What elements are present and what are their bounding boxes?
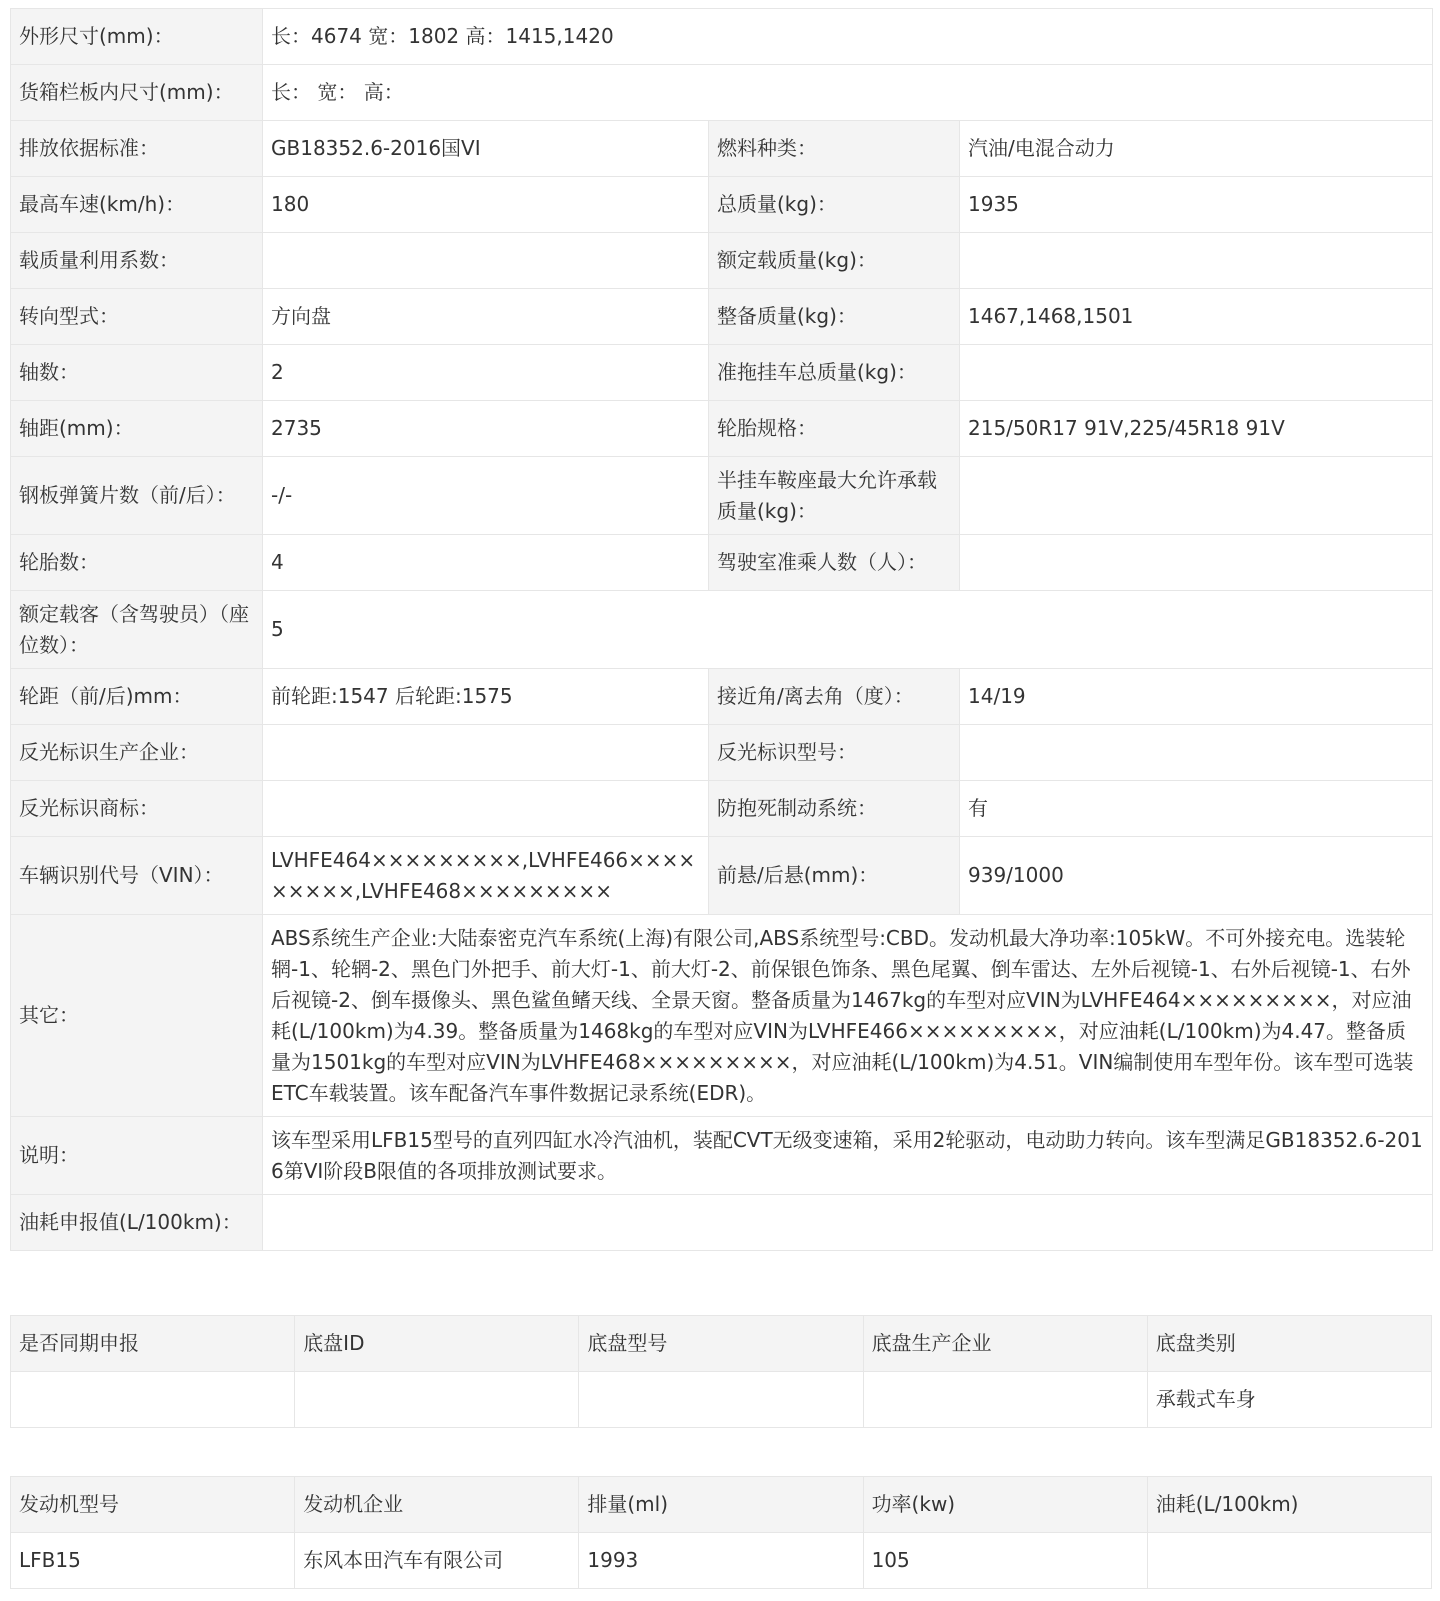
engine-cell: 东风本田汽车有限公司 [295, 1533, 579, 1589]
spec-value: 180 [263, 177, 709, 233]
spec-row-wheelbase [11, 401, 1433, 457]
spec-row-reflective-brand [11, 781, 1433, 837]
chassis-header-cell: 是否同期申报 [11, 1316, 295, 1372]
spec-label: 其它： [11, 915, 263, 1117]
spec-value: 215/50R17 91V,225/45R18 91V [960, 401, 1433, 457]
spec-label: 货箱栏板内尺寸(mm)： [11, 65, 263, 121]
spec-value [960, 725, 1433, 781]
spec-row-emission [11, 121, 1433, 177]
chassis-header-cell: 底盘型号 [579, 1316, 863, 1372]
spec-value: GB18352.6-2016国VI [263, 121, 709, 177]
engine-header-row [11, 1477, 1432, 1533]
engine-cell [1147, 1533, 1431, 1589]
spec-label: 转向型式： [11, 289, 263, 345]
spec-value [960, 535, 1433, 591]
chassis-header-cell: 底盘ID [295, 1316, 579, 1372]
spec-value [263, 1195, 1433, 1251]
spec-value: 该车型采用LFB15型号的直列四缸水冷汽油机，装配CVT无级变速箱，采用2轮驱动，电动助力转向。该车型满足GB18352.6-2016第VI阶段B限值的各项排放测试要求。 [263, 1117, 1433, 1195]
engine-data-row [11, 1533, 1432, 1589]
spec-value: 2735 [263, 401, 709, 457]
spec-label: 油耗申报值(L/100km)： [11, 1195, 263, 1251]
chassis-cell [579, 1372, 863, 1428]
spec-value: -/- [263, 457, 709, 535]
spec-row-other [11, 915, 1433, 1117]
chassis-cell [295, 1372, 579, 1428]
spec-value: 4 [263, 535, 709, 591]
spec-row-reflective-maker [11, 725, 1433, 781]
spec-value: 有 [960, 781, 1433, 837]
spec-value: 长： 宽： 高： [263, 65, 1433, 121]
spec-value: 14/19 [960, 669, 1433, 725]
spec-value [263, 781, 709, 837]
spec-label: 反光标识生产企业： [11, 725, 263, 781]
spec-label: 前悬/后悬(mm)： [709, 837, 960, 915]
engine-header-cell: 排量(ml) [579, 1477, 863, 1533]
spec-label: 额定载客（含驾驶员）（座位数）： [11, 591, 263, 669]
spec-label: 接近角/离去角（度）： [709, 669, 960, 725]
spec-label: 反光标识商标： [11, 781, 263, 837]
spec-value [960, 233, 1433, 289]
spec-value: 前轮距:1547 后轮距:1575 [263, 669, 709, 725]
engine-cell: 1993 [579, 1533, 863, 1589]
spec-label: 钢板弹簧片数（前/后）： [11, 457, 263, 535]
spec-row-load-factor [11, 233, 1433, 289]
chassis-cell [11, 1372, 295, 1428]
engine-header-cell: 油耗(L/100km) [1147, 1477, 1431, 1533]
spec-row-steering [11, 289, 1433, 345]
spec-label: 燃料种类： [709, 121, 960, 177]
spec-label: 载质量利用系数： [11, 233, 263, 289]
spec-row-seats [11, 591, 1433, 669]
spec-value: 1935 [960, 177, 1433, 233]
spec-value: 2 [263, 345, 709, 401]
spec-label: 说明： [11, 1117, 263, 1195]
engine-table [10, 1476, 1432, 1589]
chassis-data-row [11, 1372, 1432, 1428]
spec-value: 方向盘 [263, 289, 709, 345]
engine-header-cell: 功率(kw) [863, 1477, 1147, 1533]
chassis-header-cell: 底盘生产企业 [863, 1316, 1147, 1372]
spec-value [960, 457, 1433, 535]
spec-value [263, 725, 709, 781]
spec-label: 轮胎规格： [709, 401, 960, 457]
chassis-cell: 承载式车身 [1147, 1372, 1431, 1428]
spec-value: 5 [263, 591, 1433, 669]
chassis-cell [863, 1372, 1147, 1428]
spec-label: 额定载质量(kg)： [709, 233, 960, 289]
spec-label: 半挂车鞍座最大允许承载质量(kg)： [709, 457, 960, 535]
spec-label: 总质量(kg)： [709, 177, 960, 233]
spec-row-tire-count [11, 535, 1433, 591]
chassis-header-row [11, 1316, 1432, 1372]
spec-value: 汽油/电混合动力 [960, 121, 1433, 177]
chassis-table [10, 1315, 1432, 1428]
engine-header-cell: 发动机企业 [295, 1477, 579, 1533]
spec-label: 轮胎数： [11, 535, 263, 591]
spec-label: 整备质量(kg)： [709, 289, 960, 345]
spec-row-dimensions [11, 9, 1433, 65]
chassis-header-cell: 底盘类别 [1147, 1316, 1431, 1372]
spec-row-fuel-consumption [11, 1195, 1433, 1251]
spec-value: LVHFE464×××××××××,LVHFE466×××××××××,LVHFE468××××××××× [263, 837, 709, 915]
spec-value: ABS系统生产企业:大陆泰密克汽车系统(上海)有限公司,ABS系统型号:CBD。发动机最大净功率:105kW。不可外接充电。选装轮辋-1、轮辋-2、黑色门外把手、前大灯-1、前大灯-2、前保银色饰条、黑色尾翼、倒车雷达、左外后视镜-1、右外后视镜-1、右外后视镜-2、倒车摄像头、黑色鲨鱼鳍天线、全景天窗。整备质量为1467kg的车型对应VIN为LVHFE464×××××××××，对应油耗(L/100km)为4.39。整备质量为1468kg的车型对应VIN为LVHFE466×××××××××，对应油耗(L/100km)为4.47。整备质量为1501kg的车型对应VIN为LVHFE468×××××××××，对应油耗(L/100km)为4.51。VIN编制使用车型年份。该车型可选装ETC车载装置。该车配备汽车事件数据记录系统(EDR)。 [263, 915, 1433, 1117]
spec-row-speed [11, 177, 1433, 233]
spec-label: 准拖挂车总质量(kg)： [709, 345, 960, 401]
spec-row-axles [11, 345, 1433, 401]
engine-cell: LFB15 [11, 1533, 295, 1589]
engine-cell: 105 [863, 1533, 1147, 1589]
spec-row-notes [11, 1117, 1433, 1195]
spec-value: 长：4674 宽：1802 高：1415,1420 [263, 9, 1433, 65]
spec-row-leaf-springs [11, 457, 1433, 535]
spec-label: 反光标识型号： [709, 725, 960, 781]
spec-row-track [11, 669, 1433, 725]
spec-label: 最高车速(km/h)： [11, 177, 263, 233]
spec-label: 防抱死制动系统： [709, 781, 960, 837]
engine-header-cell: 发动机型号 [11, 1477, 295, 1533]
spec-value [263, 233, 709, 289]
spec-label: 车辆识别代号（VIN）： [11, 837, 263, 915]
spec-label: 轴距(mm)： [11, 401, 263, 457]
spec-row-vin [11, 837, 1433, 915]
spec-label: 外形尺寸(mm)： [11, 9, 263, 65]
spec-label: 排放依据标准： [11, 121, 263, 177]
spec-label: 驾驶室准乘人数（人）： [709, 535, 960, 591]
spec-label: 轮距（前/后)mm： [11, 669, 263, 725]
spec-row-cargo-box [11, 65, 1433, 121]
spec-value [960, 345, 1433, 401]
spec-label: 轴数： [11, 345, 263, 401]
spec-value: 939/1000 [960, 837, 1433, 915]
vehicle-spec-table [10, 8, 1433, 1251]
spec-value: 1467,1468,1501 [960, 289, 1433, 345]
